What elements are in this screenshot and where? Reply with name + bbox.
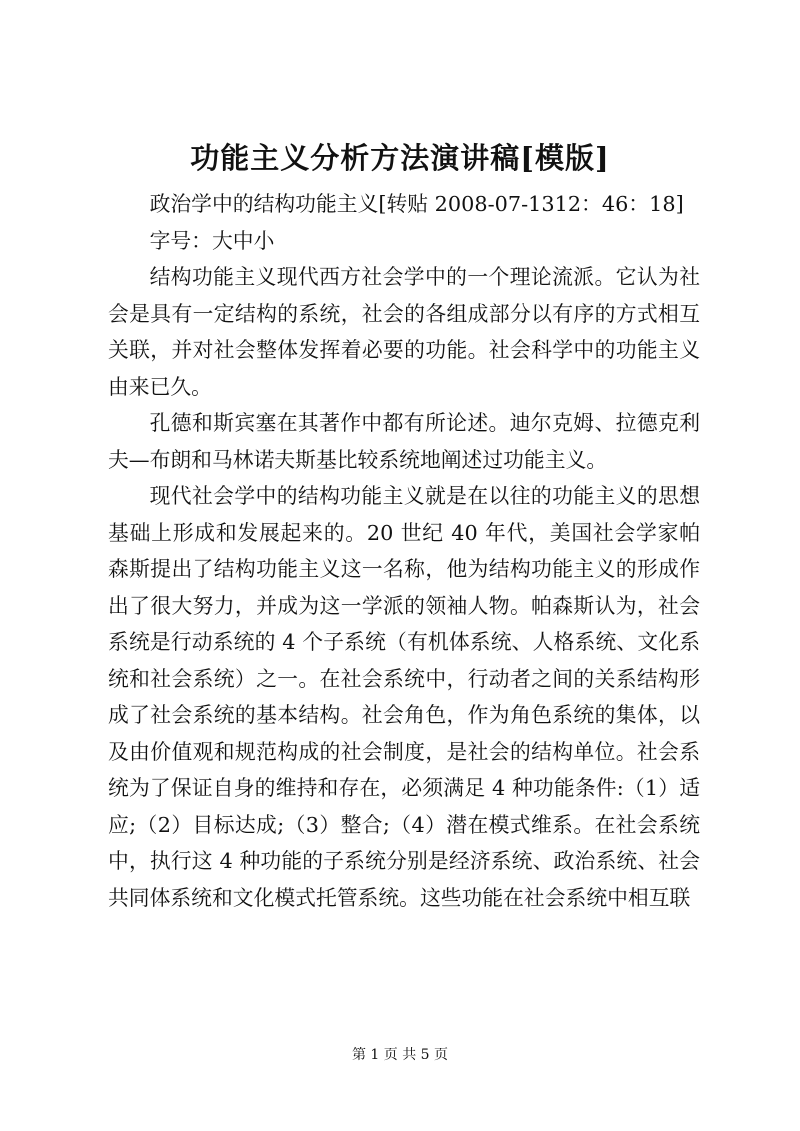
font-size-line: 字号：大中小 xyxy=(149,228,275,253)
document-title: 功能主义分析方法演讲稿[模版] xyxy=(190,141,610,175)
document-body xyxy=(108,186,700,916)
paragraph-history: 孔德和斯宾塞在其著作中都有所论述。迪尔克姆、拉德克利夫—布朗和马林诺夫斯基比较系统地阐述过功能主义。 xyxy=(108,411,700,472)
paragraph-intro: 结构功能主义现代西方社会学中的一个理论流派。它认为社会是具有一定结构的系统，社会的各组成部分以有序的方式相互关联，并对社会整体发挥着必要的功能。社会科学中的功能主义由来已久。 xyxy=(108,265,700,399)
page-footer: 第 1 页 共 5 页 xyxy=(351,1047,449,1063)
source-line: 政治学中的结构功能主义[转贴 2008-07-1312：46：18] xyxy=(149,192,684,216)
paragraph-parsons: 现代社会学中的结构功能主义就是在以往的功能主义的思想基础上形成和发展起来的。20 世纪 40 年代，美国社会学家帕森斯提出了结构功能主义这一名称，他为结构功能主义的形成作出了很大努力，并成为这一学派的领袖人物。帕森斯认为，社会系统是行动系统的 4 个子系统（有机体系统、人格系统、文化系统和社会系统）之一。在社会系统中，行动者之间的关系结构形成了社会系统的基本结构。社会角色，作为角色系统的集体，以及由价值观和规范构成的社会制度，是社会的结构单位。社会系统为了保证自身的维持和存在，必须满足 4 种功能条件:（1）适应;（2）目标达成;（3）整合;（4）潜在模式维系。在社会系统中，执行这 4 种功能的子系统分别是经济系统、政治系统、社会共同体系统和文化模式托管系统。这些功能在社会系统中相互联 xyxy=(108,484,700,910)
